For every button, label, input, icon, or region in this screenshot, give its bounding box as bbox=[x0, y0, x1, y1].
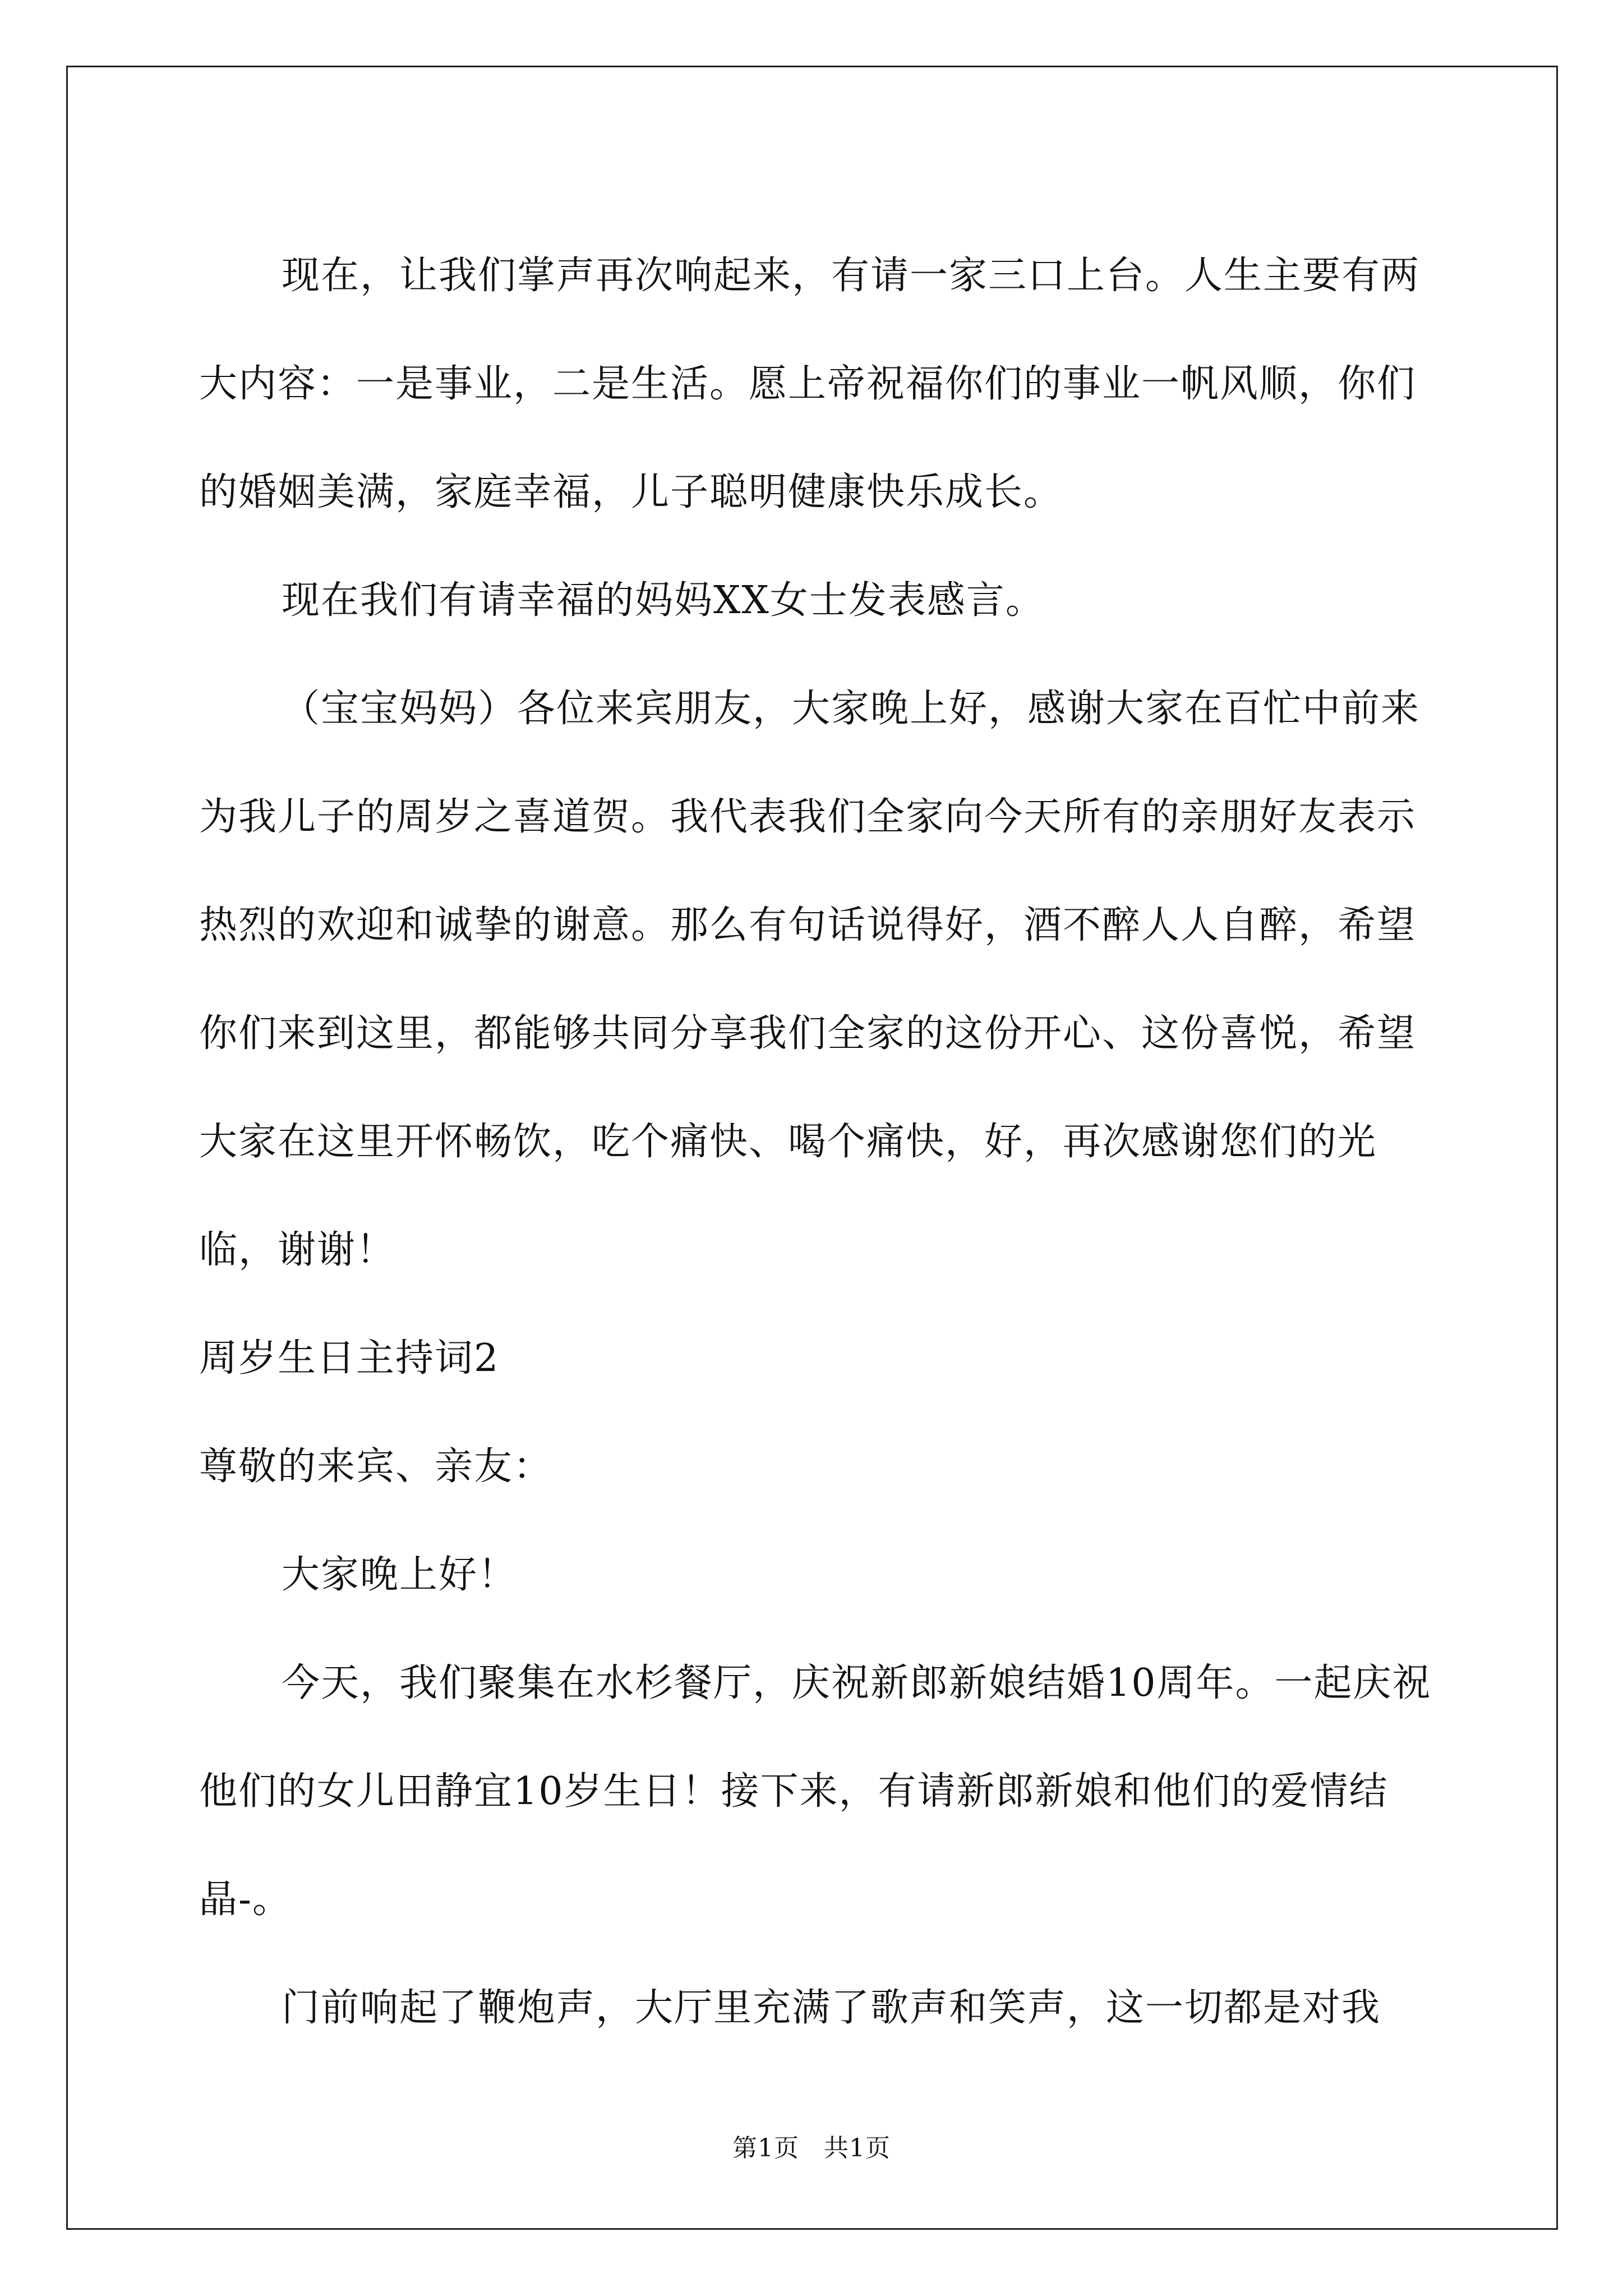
paragraph-family-on-stage: 现在，让我们掌声再次响起来，有请一家三口上台。人生主要有两大内容：一是事业，二是生活。愿上帝祝福你们的事业一帆风顺，你们的婚姻美满，家庭幸福，儿子聪明健康快乐成长。 bbox=[199, 254, 1421, 514]
paragraph-mother-speech: （宝宝妈妈）各位来宾朋友，大家晚上好，感谢大家在百忙中前来为我儿子的周岁之喜道贺。我代表我们全家向今天所有的亲朋好友表示热烈的欢迎和诚挚的谢意。那么有句话说得好，酒不醉人人自醉，希望你们来到这里，都能够共同分享我们全家的这份开心、这份喜悦，希望大家在这里开怀畅饮，吃个痛快、喝个痛快，好，再次感谢您们的光临，谢谢！ bbox=[199, 687, 1421, 1272]
salutation: 尊敬的来宾、亲友： bbox=[199, 1444, 553, 1489]
paragraph-invite-mother: 现在我们有请幸福的妈妈XX女士发表感言。 bbox=[282, 578, 1045, 623]
page-total: 共1页 bbox=[824, 2134, 891, 2162]
paragraph-greeting: 大家晚上好！ bbox=[282, 1553, 518, 1597]
page-footer bbox=[0, 2132, 1623, 2165]
paragraph-anniversary: 今天，我们聚集在水杉餐厅，庆祝新郎新娘结婚10周年。一起庆祝他们的女儿田静宜10岁生日！接下来，有请新郎新娘和他们的爱情结晶-。 bbox=[199, 1661, 1432, 1922]
section-heading: 周岁生日主持词2 bbox=[199, 1336, 500, 1381]
document-body bbox=[199, 222, 1433, 2062]
page-number: 第1页 bbox=[732, 2134, 799, 2162]
paragraph-firecrackers: 门前响起了鞭炮声，大厅里充满了歌声和笑声，这一切都是对我 bbox=[282, 1986, 1381, 2030]
